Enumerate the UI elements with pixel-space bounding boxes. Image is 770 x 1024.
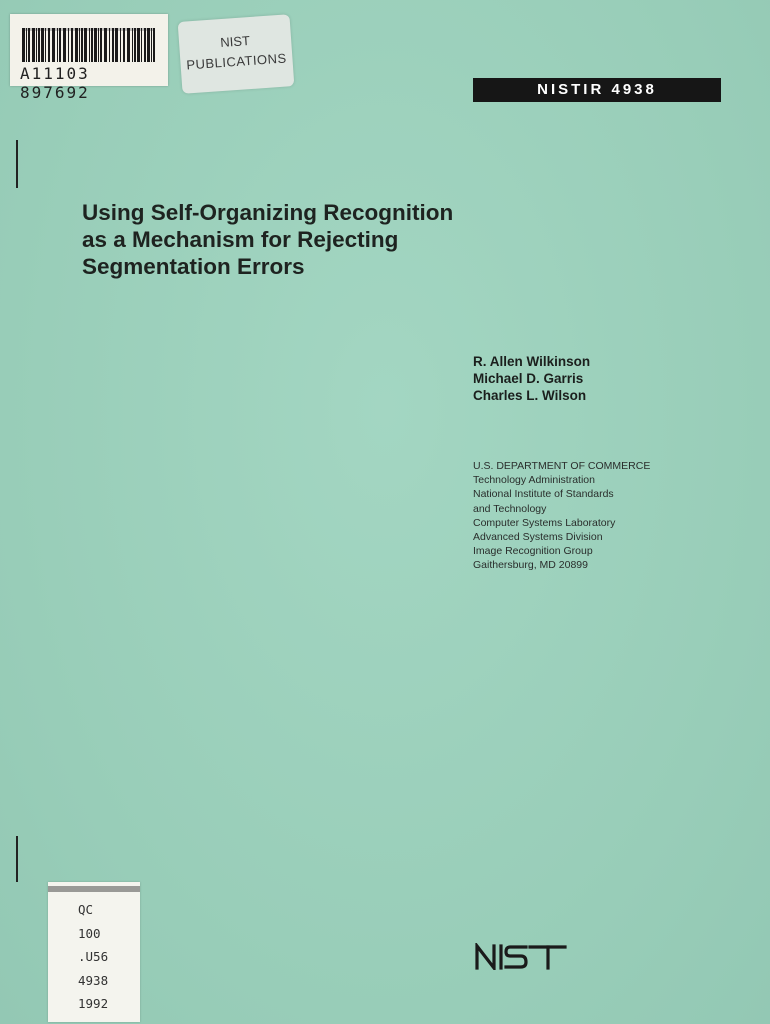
- edge-mark-top: [16, 140, 18, 188]
- affiliation-line: National Institute of Standards: [473, 488, 614, 501]
- affiliation-line: Advanced Systems Division: [473, 531, 603, 544]
- author-list: [473, 353, 590, 404]
- barcode-number: A11103 897692: [20, 64, 90, 102]
- call-number-line: 100: [78, 925, 101, 941]
- report-title: [82, 199, 522, 280]
- affiliation-line: Technology Administration: [473, 474, 595, 487]
- title-line: Segmentation Errors: [82, 254, 305, 279]
- affiliation-line: and Technology: [473, 502, 547, 515]
- barcode-icon: [22, 28, 158, 62]
- call-number-line: 1992: [78, 996, 109, 1011]
- library-barcode-label: [10, 14, 168, 102]
- nist-publications-stamp: [178, 14, 295, 94]
- title-line: as a Mechanism for Rejecting: [82, 227, 399, 252]
- affiliation-line: U.S. DEPARTMENT OF COMMERCE: [473, 460, 651, 472]
- library-call-number-label: [48, 882, 140, 1022]
- title-line: Using Self-Organizing Recognition: [82, 200, 454, 225]
- barcode-header-text: [24, 19, 154, 24]
- author-name: R. Allen Wilkinson: [473, 354, 591, 369]
- call-number-line: QC: [78, 902, 94, 917]
- affiliation-block: [473, 459, 650, 573]
- report-number-banner: NISTIR 4938: [473, 78, 721, 102]
- call-number-line: 4938: [78, 972, 109, 988]
- author-name: Michael D. Garris: [473, 371, 584, 386]
- affiliation-line: Gaithersburg, MD 20899: [473, 559, 588, 572]
- edge-mark-bottom: [16, 836, 18, 882]
- stamp-line-1: NIST: [219, 33, 251, 51]
- affiliation-line: Computer Systems Laboratory: [473, 516, 616, 529]
- affiliation-line: Image Recognition Group: [473, 545, 593, 558]
- author-name: Charles L. Wilson: [473, 388, 587, 403]
- call-number-line: .U56: [78, 949, 109, 964]
- stamp-line-2: PUBLICATIONS: [185, 50, 288, 73]
- nist-logo-icon: [474, 943, 567, 970]
